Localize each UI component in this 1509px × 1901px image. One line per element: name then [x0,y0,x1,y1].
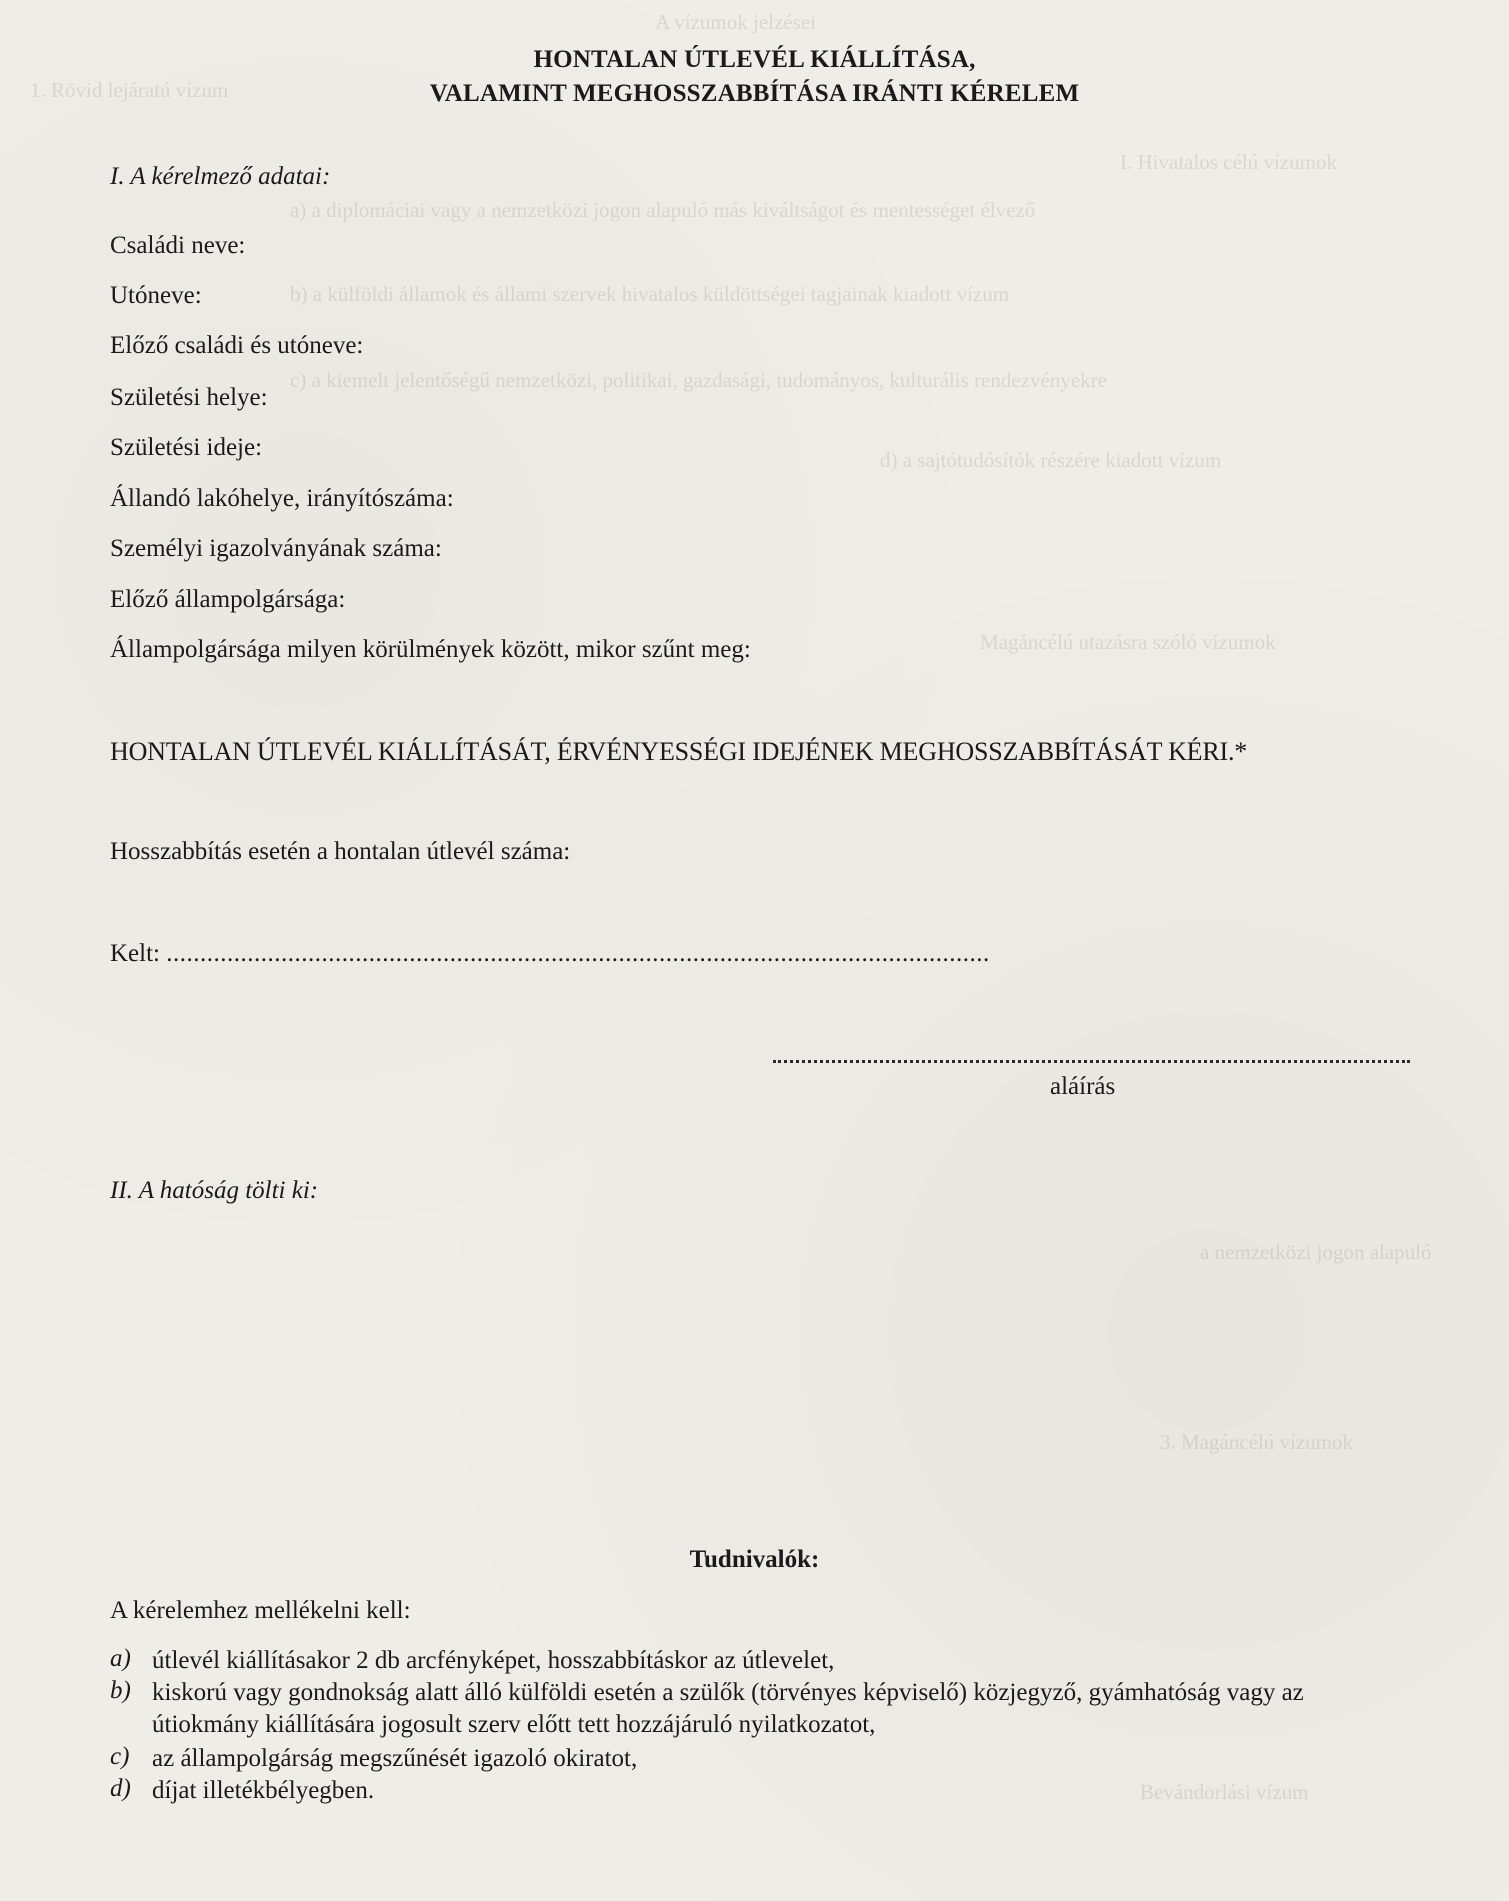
section2-heading: II. A hatóság tölti ki: [110,1177,319,1204]
date-label: Kelt: [110,940,160,967]
bleed-through-text: A vízumok jelzései [655,10,816,34]
form-title-line1: HONTALAN ÚTLEVÉL KIÁLLÍTÁSA, [533,46,976,73]
bleed-through-text: a) a diplomáciai vagy a nemzetközi jogon alapuló más kiváltságot és mentességet élvező [290,198,1036,222]
bleed-through-text: a nemzetközi jogon alapuló [1200,1240,1432,1264]
field-previous-citizenship[interactable]: Előző állampolgársága: [110,586,346,613]
bleed-through-text: d) a sajtótudósítók részére kiadott vízum [880,448,1222,472]
note-letter: c) [110,1743,130,1770]
note-letter: d) [110,1775,131,1802]
note-text: útlevél kiállításakor 2 db arcfényképet, hosszabbításkor az útlevelet, [152,1647,835,1674]
field-citizenship-loss[interactable]: Állampolgársága milyen körülmények között, mikor szűnt meg: [110,636,751,663]
note-item [110,1743,1410,1775]
field-birth-place[interactable]: Születési helye: [110,384,268,411]
note-letter: a) [110,1645,131,1672]
field-id-card-number[interactable]: Személyi igazolványának száma: [110,535,442,562]
field-permanent-address[interactable]: Állandó lakóhelye, irányítószáma: [110,485,454,512]
note-text: kiskorú vagy gondnokság alatt álló külföldi esetén a szülők (törvényes képviselő) közjegyző, gyámhatóság vagy az útiokmány kiállítására jogosult szerv előtt tett hozzájáruló nyilatkozatot, [152,1679,1304,1738]
bleed-through-text: Magáncélú utazásra szóló vízumok [980,630,1276,654]
note-letter: b) [110,1677,131,1704]
field-family-name[interactable]: Családi neve: [110,232,246,259]
notes-intro: A kérelemhez mellékelni kell: [110,1597,411,1624]
form-title-line2: VALAMINT MEGHOSSZABBÍTÁSA IRÁNTI KÉRELEM [429,80,1080,107]
field-previous-name[interactable]: Előző családi és utóneve: [110,332,364,359]
bleed-through-text: I. Hivatalos célú vízumok [1120,150,1337,174]
bleed-through-text: c) a kiemelt jelentőségű nemzetközi, politikai, gazdasági, tudományos, kulturális rendezvényekre [290,368,1107,392]
note-item [110,1645,1410,1677]
date-dots: .......................................................................................................................... [166,940,990,967]
signature-label: aláírás [1050,1073,1116,1100]
bleed-through-text: 1. Rövid lejáratú vízum [30,78,229,102]
note-item [110,1775,1410,1807]
note-text: díjat illetékbélyegben. [152,1777,375,1804]
signature-line[interactable] [773,1060,1410,1063]
request-statement: HONTALAN ÚTLEVÉL KIÁLLÍTÁSÁT, ÉRVÉNYESSÉGI IDEJÉNEK MEGHOSSZABBÍTÁSÁT KÉRI.* [110,737,1248,766]
bleed-through-text: 3. Magáncélú vízumok [1160,1430,1354,1454]
bleed-through-text: Bevándorlási vízum [1140,1780,1309,1804]
field-extension-passport-number[interactable]: Hosszabbítás esetén a hontalan útlevél száma: [110,838,571,865]
section1-heading: I. A kérelmező adatai: [110,163,331,190]
bleed-through-text: b) a külföldi államok és állami szervek hivatalos küldöttségei tagjainak kiadott vízum [290,282,1010,306]
field-birth-date[interactable]: Születési ideje: [110,434,263,461]
note-text: az állampolgárság megszűnését igazoló okiratot, [152,1745,638,1772]
note-item [110,1677,1410,1741]
date-line[interactable] [110,940,990,968]
field-given-name[interactable]: Utóneve: [110,282,202,309]
notes-title: Tudnivalók: [689,1546,820,1573]
